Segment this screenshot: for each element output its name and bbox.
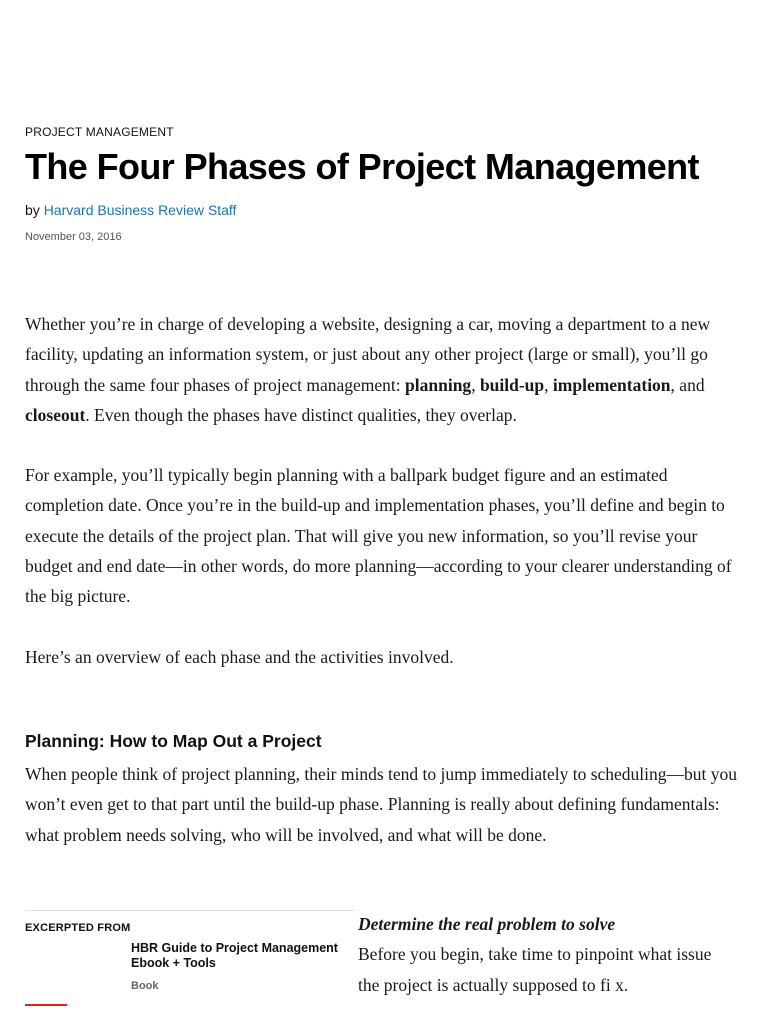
text-run: . Even though the phases have distinct qualities, they overlap. xyxy=(85,404,517,425)
accent-rule xyxy=(25,1004,67,1006)
excerpt-box[interactable] xyxy=(25,910,355,992)
bold-implementation: implementation xyxy=(552,374,671,395)
publish-date: November 03, 2016 xyxy=(25,231,122,243)
side-subheading: Determine the real problem to solve xyxy=(358,914,616,934)
byline xyxy=(25,202,236,218)
excerpt-label: EXCERPTED FROM xyxy=(25,922,131,934)
excerpt-type: Book xyxy=(131,980,159,992)
article-title: The Four Phases of Project Management xyxy=(25,146,699,187)
text-run: , xyxy=(544,374,553,395)
bold-closeout: closeout xyxy=(25,404,86,425)
planning-heading: Planning: How to Map Out a Project xyxy=(25,731,322,751)
excerpt-title-link[interactable]: HBR Guide to Project Management Ebook + Tools xyxy=(131,941,338,970)
text-run: , and xyxy=(670,374,705,395)
intro-paragraph-2: For example, you’ll typically begin planning with a ballpark budget figure and an estimated completion date. Once you’re in the build-up and implementation phases, you’ll define and begin to execute the details of the project plan. That will give you new information, so you’ll revise your budget and end date—in other words, do more planning—according to your clearer understanding of the big picture. xyxy=(25,465,732,607)
author-link[interactable]: Harvard Business Review Staff xyxy=(43,202,237,218)
side-text: Before you begin, take time to pinpoint what issue the project is actually supposed to fi x. xyxy=(358,944,712,995)
byline-prefix: by xyxy=(25,202,44,218)
bold-planning: planning xyxy=(405,374,472,395)
intro-paragraph-1 xyxy=(25,309,743,430)
article-body xyxy=(25,309,743,702)
side-column xyxy=(358,909,728,1000)
topic-link[interactable]: PROJECT MANAGEMENT xyxy=(25,125,174,139)
planning-paragraph: When people think of project planning, their minds tend to jump immediately to scheduling—but you won’t even get to that part until the build-up phase. Planning is really about defining fundamentals: what problem needs solving, who will be involved, and what will be done. xyxy=(25,764,738,845)
text-run: , xyxy=(471,374,480,395)
text-run: Whether you’re in charge of developing a website, designing a car, moving a department to a new facility, updating an information system, or just about any other project (large or small), you’ll go through the same four phases of project management: xyxy=(25,314,711,395)
bold-build-up: build-up xyxy=(479,374,545,395)
intro-paragraph-3: Here’s an overview of each phase and the activities involved. xyxy=(25,646,454,667)
